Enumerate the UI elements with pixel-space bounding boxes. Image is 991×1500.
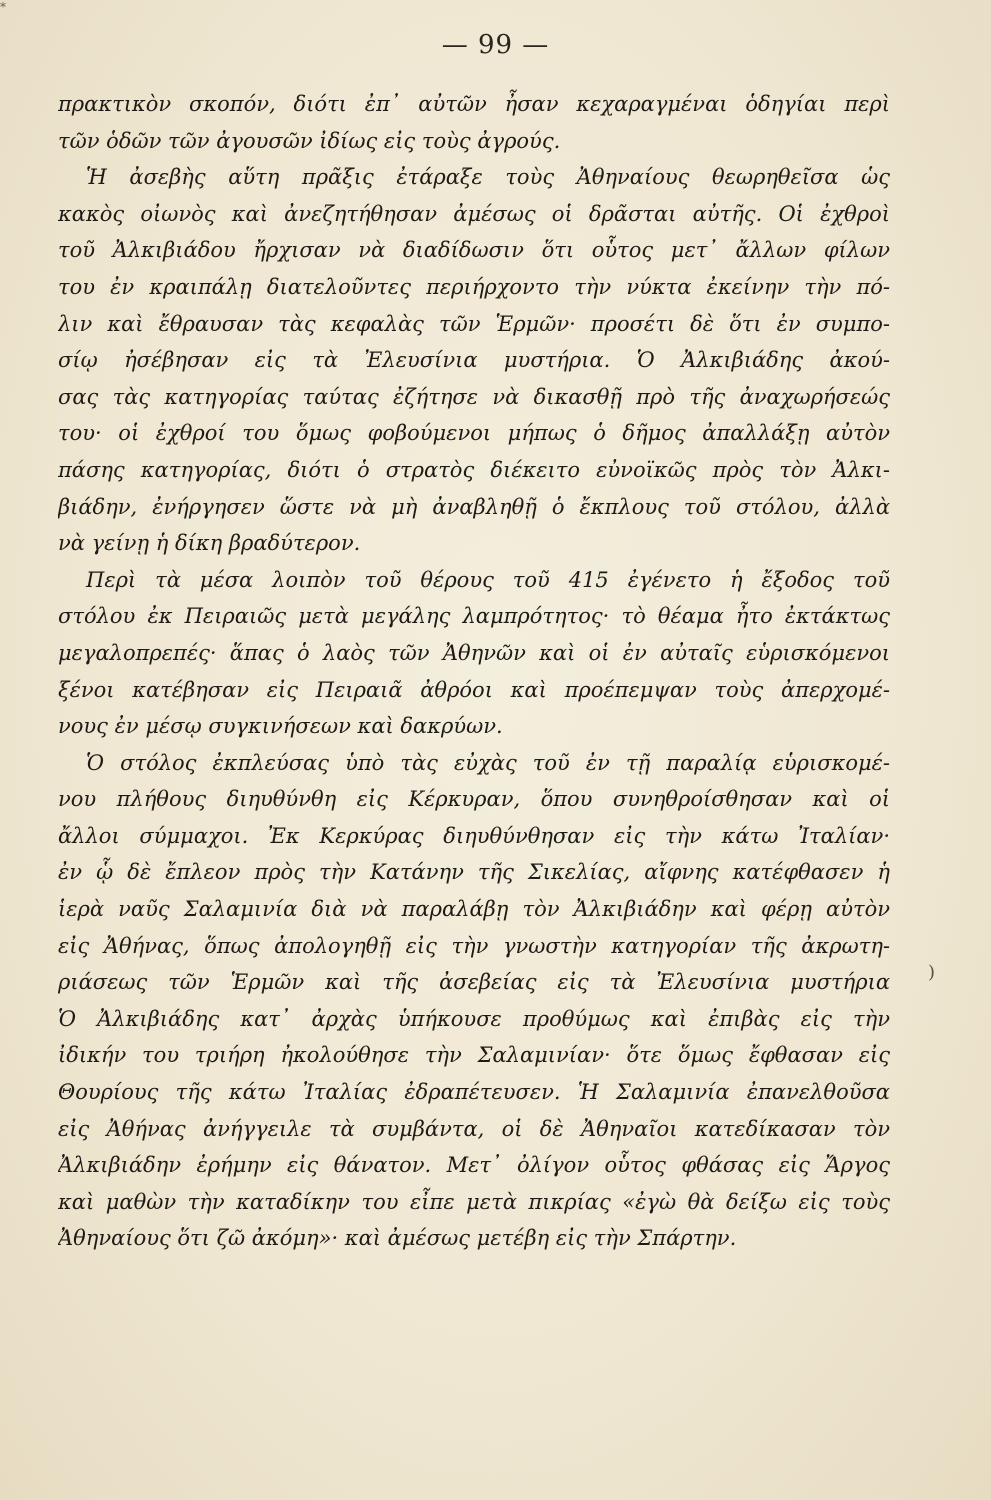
text-line: του· οἱ ἐχθροί του ὅμως φοβούμενοι μήπως ὁ δῆμος ἀπαλλάξῃ αὐτὸν	[58, 421, 890, 446]
margin-mark: )	[928, 962, 936, 983]
text-line: στόλου ἐκ Πειραιῶς μετὰ μεγάλης λαμπρότητος· τὸ θέαμα ἦτο ἐκτάκτως	[58, 604, 890, 629]
paragraph-start-line: Ὁ στόλος ἐκπλεύσας ὑπὸ τὰς εὐχὰς τοῦ ἐν τῇ παραλίᾳ εὑρισκομέ-	[86, 750, 890, 775]
text-line: του ἐν κραιπάλῃ διατελοῦντες περιήρχοντο τὴν νύκτα ἐκείνην τὴν πό-	[58, 274, 890, 299]
text-line: μεγαλοπρεπές· ἅπας ὁ λαὸς τῶν Ἀθηνῶν καὶ οἱ ἐν αὐταῖς εὑρισκόμενοι	[58, 640, 890, 665]
text-line: τῶν ὁδῶν τῶν ἀγουσῶν ἰδίως εἰς τοὺς ἀγρούς.	[58, 128, 561, 153]
text-line: βιάδην, ἐνήργησεν ὥστε νὰ μὴ ἀναβληθῇ ὁ ἔκπλους τοῦ στόλου, ἀλλὰ	[58, 494, 890, 519]
text-line: νὰ γείνῃ ἡ δίκη βραδύτερον.	[58, 531, 361, 556]
text-line: τοῦ Ἀλκιβιάδου ἤρχισαν νὰ διαδίδωσιν ὅτι οὗτος μετ᾽ ἄλλων φίλων	[58, 238, 890, 263]
text-line: σίῳ ἠσέβησαν εἰς τὰ Ἐλευσίνια μυστήρια. Ὁ Ἀλκιβιάδης ἀκού-	[58, 348, 890, 373]
paragraph-start-line: Ἡ ἀσεβὴς αὕτη πρᾶξις ἐτάραξε τοὺς Ἀθηναίους θεωρηθεῖσα ὡς	[86, 165, 890, 190]
text-line: Ἀθηναίους ὅτι ζῶ ἀκόμη»· καὶ ἀμέσως μετέβη εἰς τὴν Σπάρτην.	[58, 1226, 737, 1251]
text-line: Θουρίους τῆς κάτω Ἰταλίας ἐδραπέτευσεν. Ἡ Σαλαμινία ἐπανελθοῦσα	[58, 1080, 890, 1105]
text-line: πάσης κατηγορίας, διότι ὁ στρατὸς διέκειτο εὐνοϊκῶς πρὸς τὸν Ἀλκι-	[58, 457, 890, 482]
corner-mark: *	[0, 0, 6, 14]
text-line: εἰς Ἀθήνας, ὅπως ἀπολογηθῇ εἰς τὴν γνωστὴν κατηγορίαν τῆς ἀκρωτη-	[58, 933, 890, 958]
text-line: ἄλλοι σύμμαχοι. Ἐκ Κερκύρας διηυθύνθησαν εἰς τὴν κάτω Ἰταλίαν·	[58, 823, 890, 848]
text-line: νου πλήθους διηυθύνθη εἰς Κέρκυραν, ὅπου συνηθροίσθησαν καὶ οἱ	[58, 787, 890, 812]
text-line: καὶ μαθὼν τὴν καταδίκην του εἶπε μετὰ πικρίας «ἐγὼ θὰ δείξω εἰς τοὺς	[58, 1189, 890, 1214]
paragraph-start-line: Περὶ τὰ μέσα λοιπὸν τοῦ θέρους τοῦ 415 ἐγένετο ἡ ἔξοδος τοῦ	[86, 567, 890, 592]
text-line: κακὸς οἰωνὸς καὶ ἀνεζητήθησαν ἀμέσως οἱ δρᾶσται αὐτῆς. Οἱ ἐχθροὶ	[58, 201, 890, 226]
text-line: Ἀλκιβιάδην ἐρήμην εἰς θάνατον. Μετ᾽ ὀλίγον οὗτος φθάσας εἰς Ἄργος	[58, 1153, 890, 1178]
text-line: εἰς Ἀθήνας ἀνήγγειλε τὰ συμβάντα, οἱ δὲ Ἀθηναῖοι κατεδίκασαν τὸν	[58, 1116, 890, 1141]
body-text	[58, 86, 890, 1257]
text-line: λιν καὶ ἔθραυσαν τὰς κεφαλὰς τῶν Ἑρμῶν· προσέτι δὲ ὅτι ἐν συμπο-	[58, 311, 890, 336]
text-line: ριάσεως τῶν Ἑρμῶν καὶ τῆς ἀσεβείας εἰς τὰ Ἐλευσίνια μυστήρια	[58, 970, 890, 995]
text-line: ἱερὰ ναῦς Σαλαμινία διὰ νὰ παραλάβῃ τὸν Ἀλκιβιάδην καὶ φέρῃ αὐτὸν	[58, 897, 890, 922]
text-line: Ὁ Ἀλκιβιάδης κατ᾽ ἀρχὰς ὑπήκουσε προθύμως καὶ ἐπιβὰς εἰς τὴν	[58, 1006, 890, 1031]
text-line: ξένοι κατέβησαν εἰς Πειραιᾶ ἀθρόοι καὶ προέπεμψαν τοὺς ἀπερχομέ-	[58, 677, 890, 702]
text-line: νους ἐν μέσῳ συγκινήσεων καὶ δακρύων.	[58, 714, 503, 739]
text-line: ἐν ᾧ δὲ ἔπλεον πρὸς τὴν Κατάνην τῆς Σικελίας, αἴφνης κατέφθασεν ἡ	[58, 860, 890, 885]
page-number: — 99 —	[441, 30, 550, 60]
text-line: ἰδικήν του τριήρη ἠκολούθησε τὴν Σαλαμινίαν· ὅτε ὅμως ἔφθασαν εἰς	[58, 1043, 890, 1068]
text-line: σας τὰς κατηγορίας ταύτας ἐζήτησε νὰ δικασθῇ πρὸ τῆς ἀναχωρήσεώς	[58, 384, 890, 409]
text-line: πρακτικὸν σκοπόν, διότι ἐπ᾽ αὐτῶν ἦσαν κεχαραγμέναι ὁδηγίαι περὶ	[58, 92, 890, 116]
